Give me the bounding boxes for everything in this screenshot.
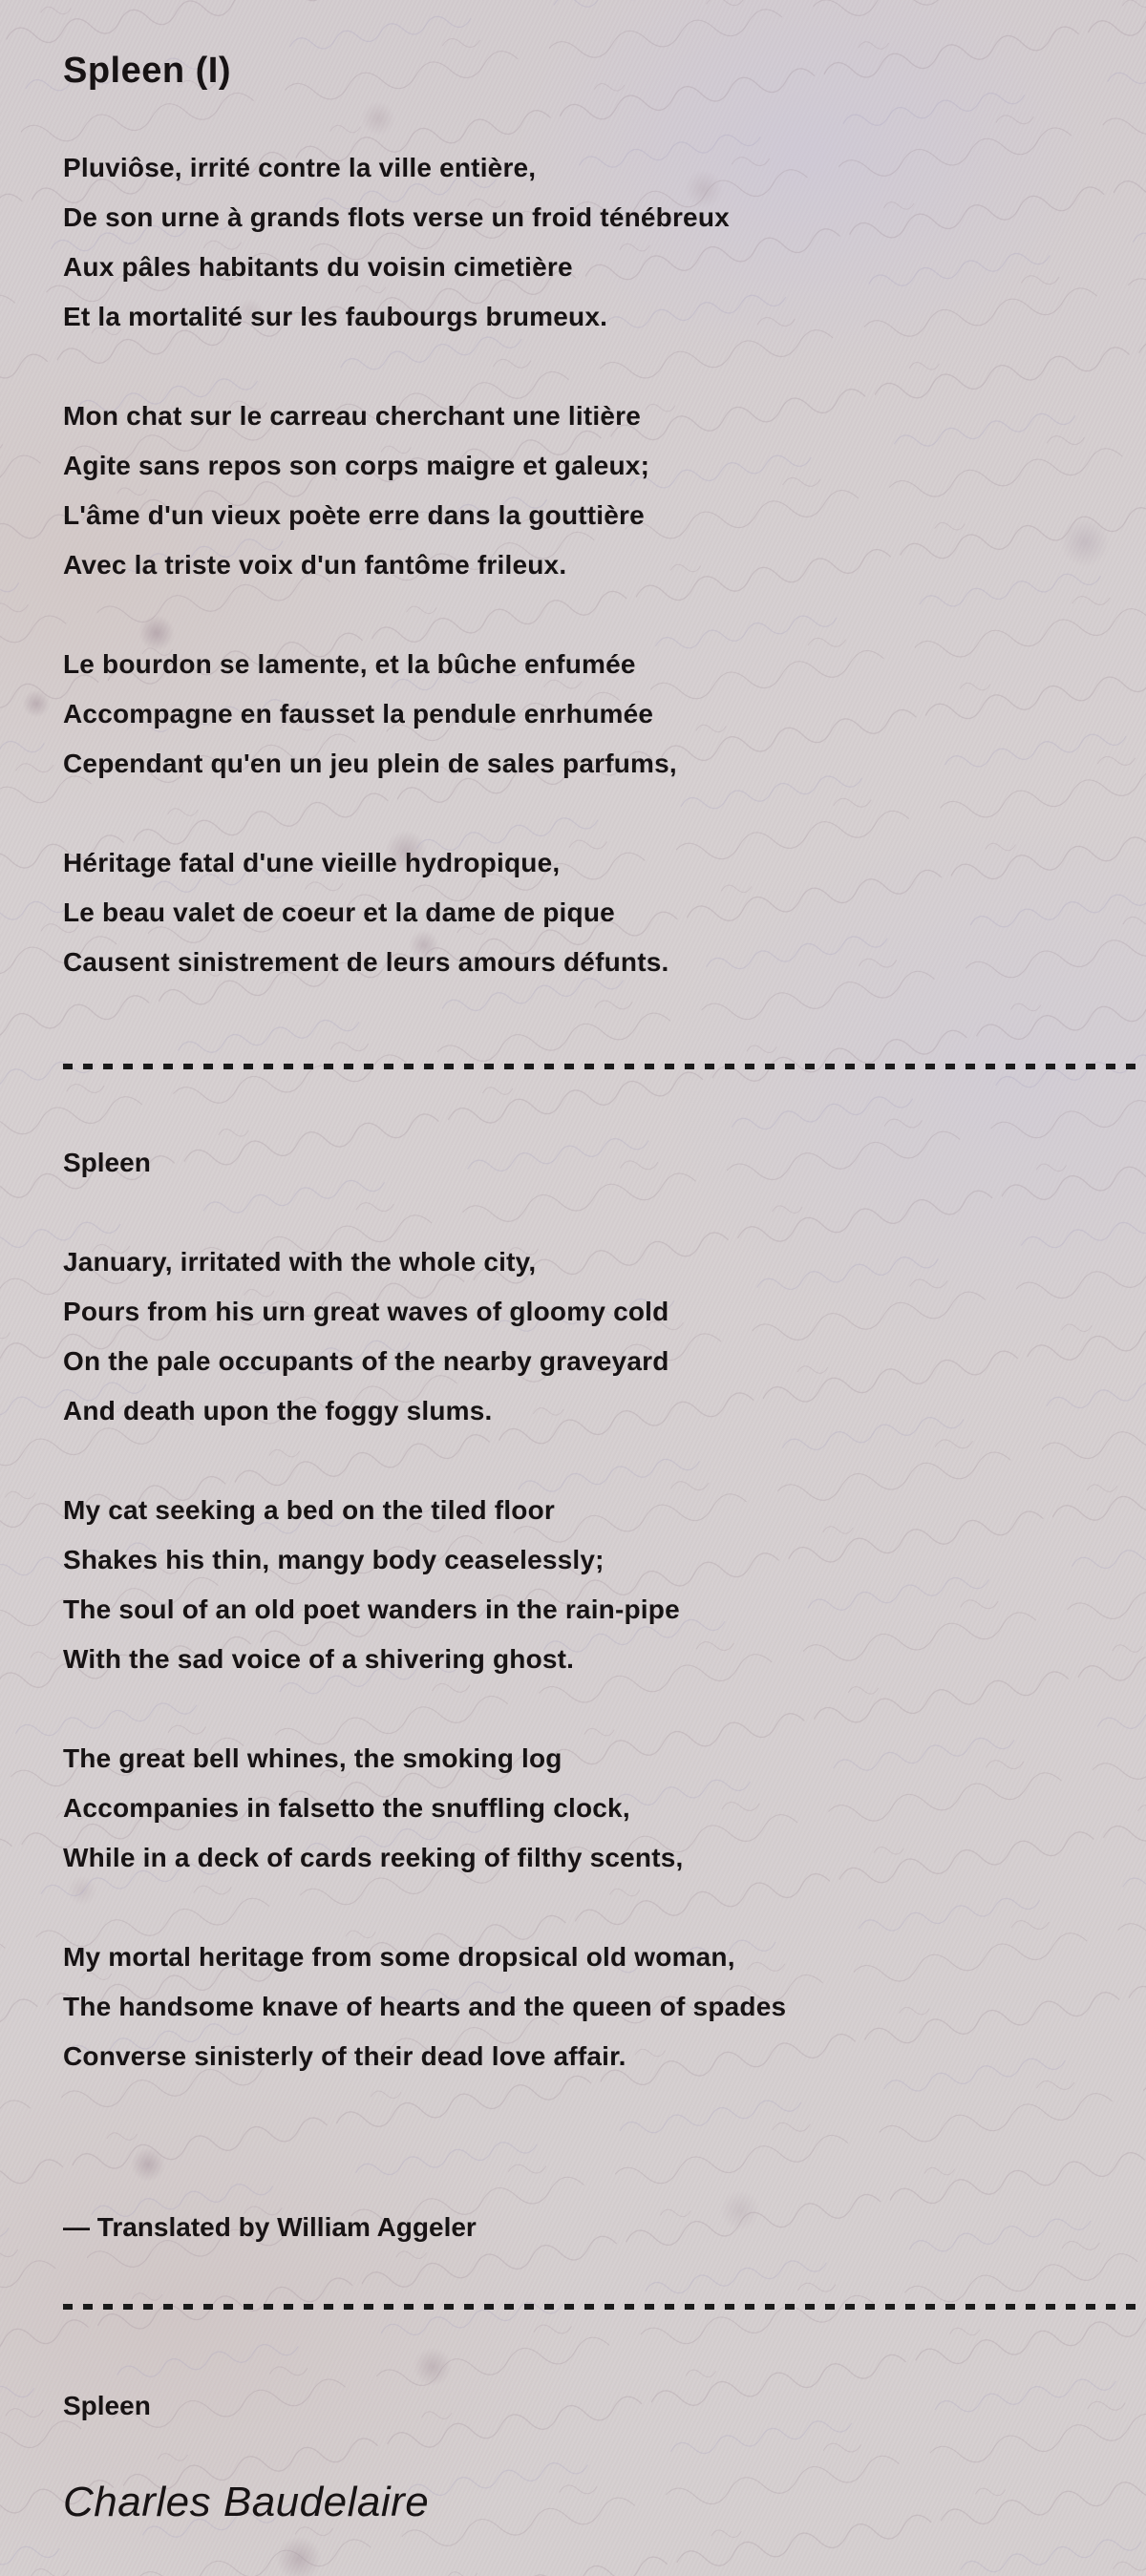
poem-line: Causent sinistrement de leurs amours défunts.	[63, 947, 669, 977]
poem-line: And death upon the foggy slums.	[63, 1396, 493, 1425]
poem-french-section	[63, 143, 1146, 987]
poem-line: Pluviôse, irrité contre la ville entière,	[63, 153, 537, 182]
poem-line: The great bell whines, the smoking log	[63, 1743, 562, 1773]
author-name: Charles Baudelaire	[63, 2479, 430, 2525]
poem-english-section	[63, 1237, 1146, 2081]
poem-line: My mortal heritage from some dropsical old woman,	[63, 1942, 735, 1972]
poem-line: The soul of an old poet wanders in the rain-pipe	[63, 1594, 680, 1624]
stanza	[63, 1237, 1146, 1436]
stanza	[63, 391, 1146, 590]
stanza	[63, 1932, 1146, 2081]
poem-line: The handsome knave of hearts and the queen of spades	[63, 1992, 787, 2021]
poem-line: Héritage fatal d'une vieille hydropique,	[63, 848, 561, 877]
poem-line: Le bourdon se lamente, et la bûche enfumée	[63, 649, 636, 679]
poem-line: My cat seeking a bed on the tiled floor	[63, 1495, 555, 1525]
poem-line: Accompagne en fausset la pendule enrhumée	[63, 699, 654, 728]
dashed-divider-top	[63, 1064, 1146, 1069]
poem-line: De son urne à grands flots verse un froid ténébreux	[63, 202, 730, 232]
poem-line: Converse sinisterly of their dead love affair.	[63, 2041, 626, 2071]
poem-line: On the pale occupants of the nearby graveyard	[63, 1346, 669, 1376]
poem-line: With the sad voice of a shivering ghost.	[63, 1644, 575, 1674]
poem-line: Pours from his urn great waves of gloomy cold	[63, 1297, 669, 1326]
poem-line: Le beau valet de coeur et la dame de pique	[63, 897, 615, 927]
stanza	[63, 1486, 1146, 1684]
poem-title: Spleen (I)	[63, 51, 232, 91]
stanza	[63, 640, 1146, 789]
poem-line: Shakes his thin, mangy body ceaselessly;	[63, 1545, 605, 1574]
poem-line: Cependant qu'en un jeu plein de sales parfums,	[63, 749, 677, 778]
footer-poem-title: Spleen	[63, 2391, 151, 2420]
poem-line: Mon chat sur le carreau cherchant une litière	[63, 401, 641, 431]
dashed-divider-bottom	[63, 2304, 1146, 2310]
poem-line: Agite sans repos son corps maigre et galeux;	[63, 451, 650, 480]
translation-heading: Spleen	[63, 1148, 151, 1177]
poem-line: Aux pâles habitants du voisin cimetière	[63, 252, 573, 282]
stanza	[63, 838, 1146, 987]
stanza	[63, 1734, 1146, 1883]
poem-line: Avec la triste voix d'un fantôme frileux.	[63, 550, 567, 580]
poem-line: Accompanies in falsetto the snuffling clock,	[63, 1793, 630, 1823]
poem-line: Et la mortalité sur les faubourgs brumeux.	[63, 302, 608, 331]
translator-credit: — Translated by William Aggeler	[63, 2212, 477, 2242]
stanza	[63, 143, 1146, 342]
poem-line: January, irritated with the whole city,	[63, 1247, 537, 1277]
poem-line: L'âme d'un vieux poète erre dans la gouttière	[63, 500, 645, 530]
poem-line: While in a deck of cards reeking of filthy scents,	[63, 1843, 684, 1872]
